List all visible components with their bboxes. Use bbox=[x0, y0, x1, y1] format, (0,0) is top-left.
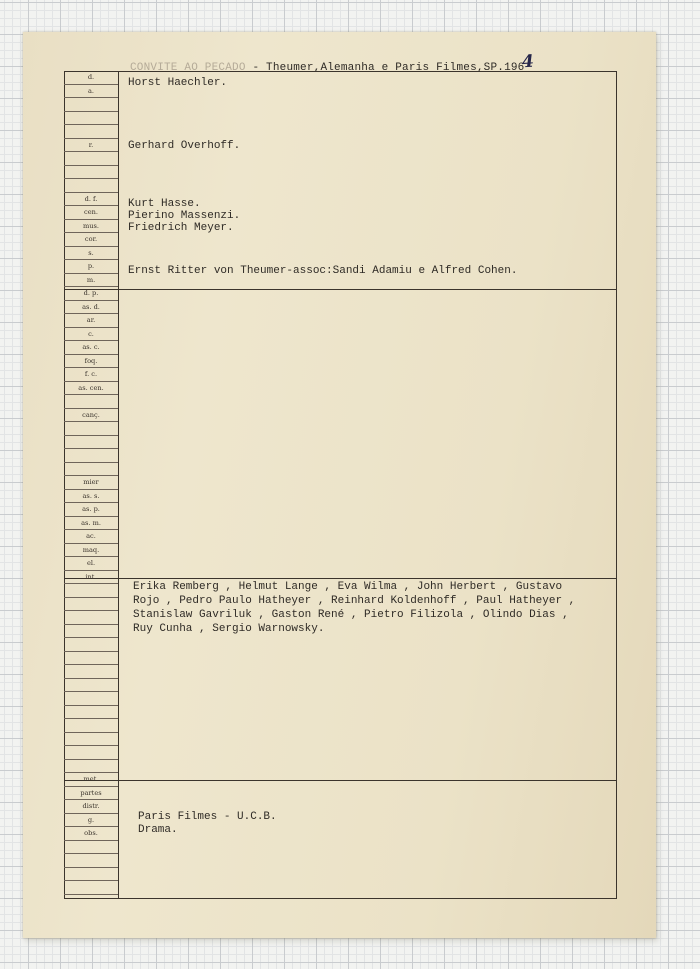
field-label: as. d. bbox=[64, 301, 118, 315]
field-label-blank bbox=[64, 841, 118, 855]
field-label: g. bbox=[64, 814, 118, 828]
producer-entry: Ernst Ritter von Theumer-assoc:Sandi Adamiu e Alfred Cohen. bbox=[128, 265, 518, 277]
field-label-blank bbox=[64, 98, 118, 112]
field-label: d. p. bbox=[64, 287, 118, 301]
field-label: canç. bbox=[64, 409, 118, 423]
field-label-blank bbox=[64, 449, 118, 463]
photography-entry: Kurt Hasse. bbox=[128, 198, 201, 210]
field-label-blank bbox=[64, 638, 118, 652]
production-info: - Theumer,Alemanha e Paris Filmes,SP. bbox=[252, 62, 505, 74]
field-label-blank bbox=[64, 733, 118, 747]
field-label: distr. bbox=[64, 800, 118, 814]
field-label: maq. bbox=[64, 544, 118, 558]
cast-line-3: Stanislaw Gavriluk , Gaston René , Pietro Filizola , Olindo Dias , bbox=[133, 609, 569, 621]
field-label: f. c. bbox=[64, 368, 118, 382]
field-label: d. f. bbox=[64, 193, 118, 207]
field-label-blank bbox=[64, 746, 118, 760]
field-label-blank bbox=[64, 665, 118, 679]
year-handwritten: 4 bbox=[521, 51, 536, 73]
field-label-blank bbox=[64, 436, 118, 450]
field-label-blank bbox=[64, 760, 118, 774]
field-label-blank bbox=[64, 854, 118, 868]
field-label: ar. bbox=[64, 314, 118, 328]
field-label-blank bbox=[64, 422, 118, 436]
field-label-blank bbox=[64, 179, 118, 193]
field-label-blank bbox=[64, 868, 118, 882]
cast-line-2: Rojo , Pedro Paulo Hatheyer , Reinhard Koldenhoff , Paul Hatheyer , bbox=[133, 595, 576, 607]
field-label: r. bbox=[64, 139, 118, 153]
field-label: c. bbox=[64, 328, 118, 342]
section-divider-cast bbox=[64, 578, 617, 579]
director-entry: Horst Haechler. bbox=[128, 77, 228, 89]
field-label: p. bbox=[64, 260, 118, 274]
section-divider-credits bbox=[64, 289, 617, 290]
genre-entry: Drama. bbox=[138, 824, 178, 836]
field-label-blank bbox=[64, 706, 118, 720]
scenography-entry: Pierino Massenzi. bbox=[128, 210, 241, 222]
cast-line-1: Erika Remberg , Helmut Lange , Eva Wilma , John Herbert , Gustavo bbox=[133, 581, 563, 593]
field-label: as. s. bbox=[64, 490, 118, 504]
field-label: a. bbox=[64, 85, 118, 99]
field-label-blank bbox=[64, 719, 118, 733]
field-label-blank bbox=[64, 652, 118, 666]
card-frame bbox=[64, 71, 617, 899]
field-label: obs. bbox=[64, 827, 118, 841]
section-divider-footer bbox=[64, 780, 617, 781]
field-label: as. m. bbox=[64, 517, 118, 531]
field-label-blank bbox=[64, 166, 118, 180]
field-label-blank bbox=[64, 463, 118, 477]
field-label-blank bbox=[64, 125, 118, 139]
field-label: partes bbox=[64, 787, 118, 801]
field-label: as. p. bbox=[64, 503, 118, 517]
field-label: as. cen. bbox=[64, 382, 118, 396]
field-label: as. c. bbox=[64, 341, 118, 355]
music-entry: Friedrich Meyer. bbox=[128, 222, 234, 234]
field-label: foq. bbox=[64, 355, 118, 369]
field-label-blank bbox=[64, 679, 118, 693]
distributor-entry: Paris Filmes - U.C.B. bbox=[138, 811, 277, 823]
field-label-blank bbox=[64, 625, 118, 639]
field-label-blank bbox=[64, 881, 118, 895]
field-label-blank bbox=[64, 152, 118, 166]
field-label: el. bbox=[64, 557, 118, 571]
field-label: m. bbox=[64, 274, 118, 288]
field-label-blank bbox=[64, 611, 118, 625]
cast-line-4: Ruy Cunha , Sergio Warnowsky. bbox=[133, 623, 325, 635]
card-header bbox=[130, 51, 536, 74]
field-label-blank bbox=[64, 584, 118, 598]
field-label: ac. bbox=[64, 530, 118, 544]
field-label: d. bbox=[64, 71, 118, 85]
field-label: mier bbox=[64, 476, 118, 490]
field-label: int. bbox=[64, 571, 118, 585]
film-title: CONVITE AO PECADO bbox=[130, 62, 246, 74]
field-label-blank bbox=[64, 112, 118, 126]
screenplay-entry: Gerhard Overhoff. bbox=[128, 140, 241, 152]
field-label: met. bbox=[64, 773, 118, 787]
year-typed: 196 bbox=[504, 62, 525, 74]
field-label: s. bbox=[64, 247, 118, 261]
field-label-column bbox=[64, 71, 119, 899]
field-label-blank bbox=[64, 395, 118, 409]
field-label-blank bbox=[64, 692, 118, 706]
field-label: cor. bbox=[64, 233, 118, 247]
field-label: mus. bbox=[64, 220, 118, 234]
field-label: cen. bbox=[64, 206, 118, 220]
field-label-blank bbox=[64, 598, 118, 612]
